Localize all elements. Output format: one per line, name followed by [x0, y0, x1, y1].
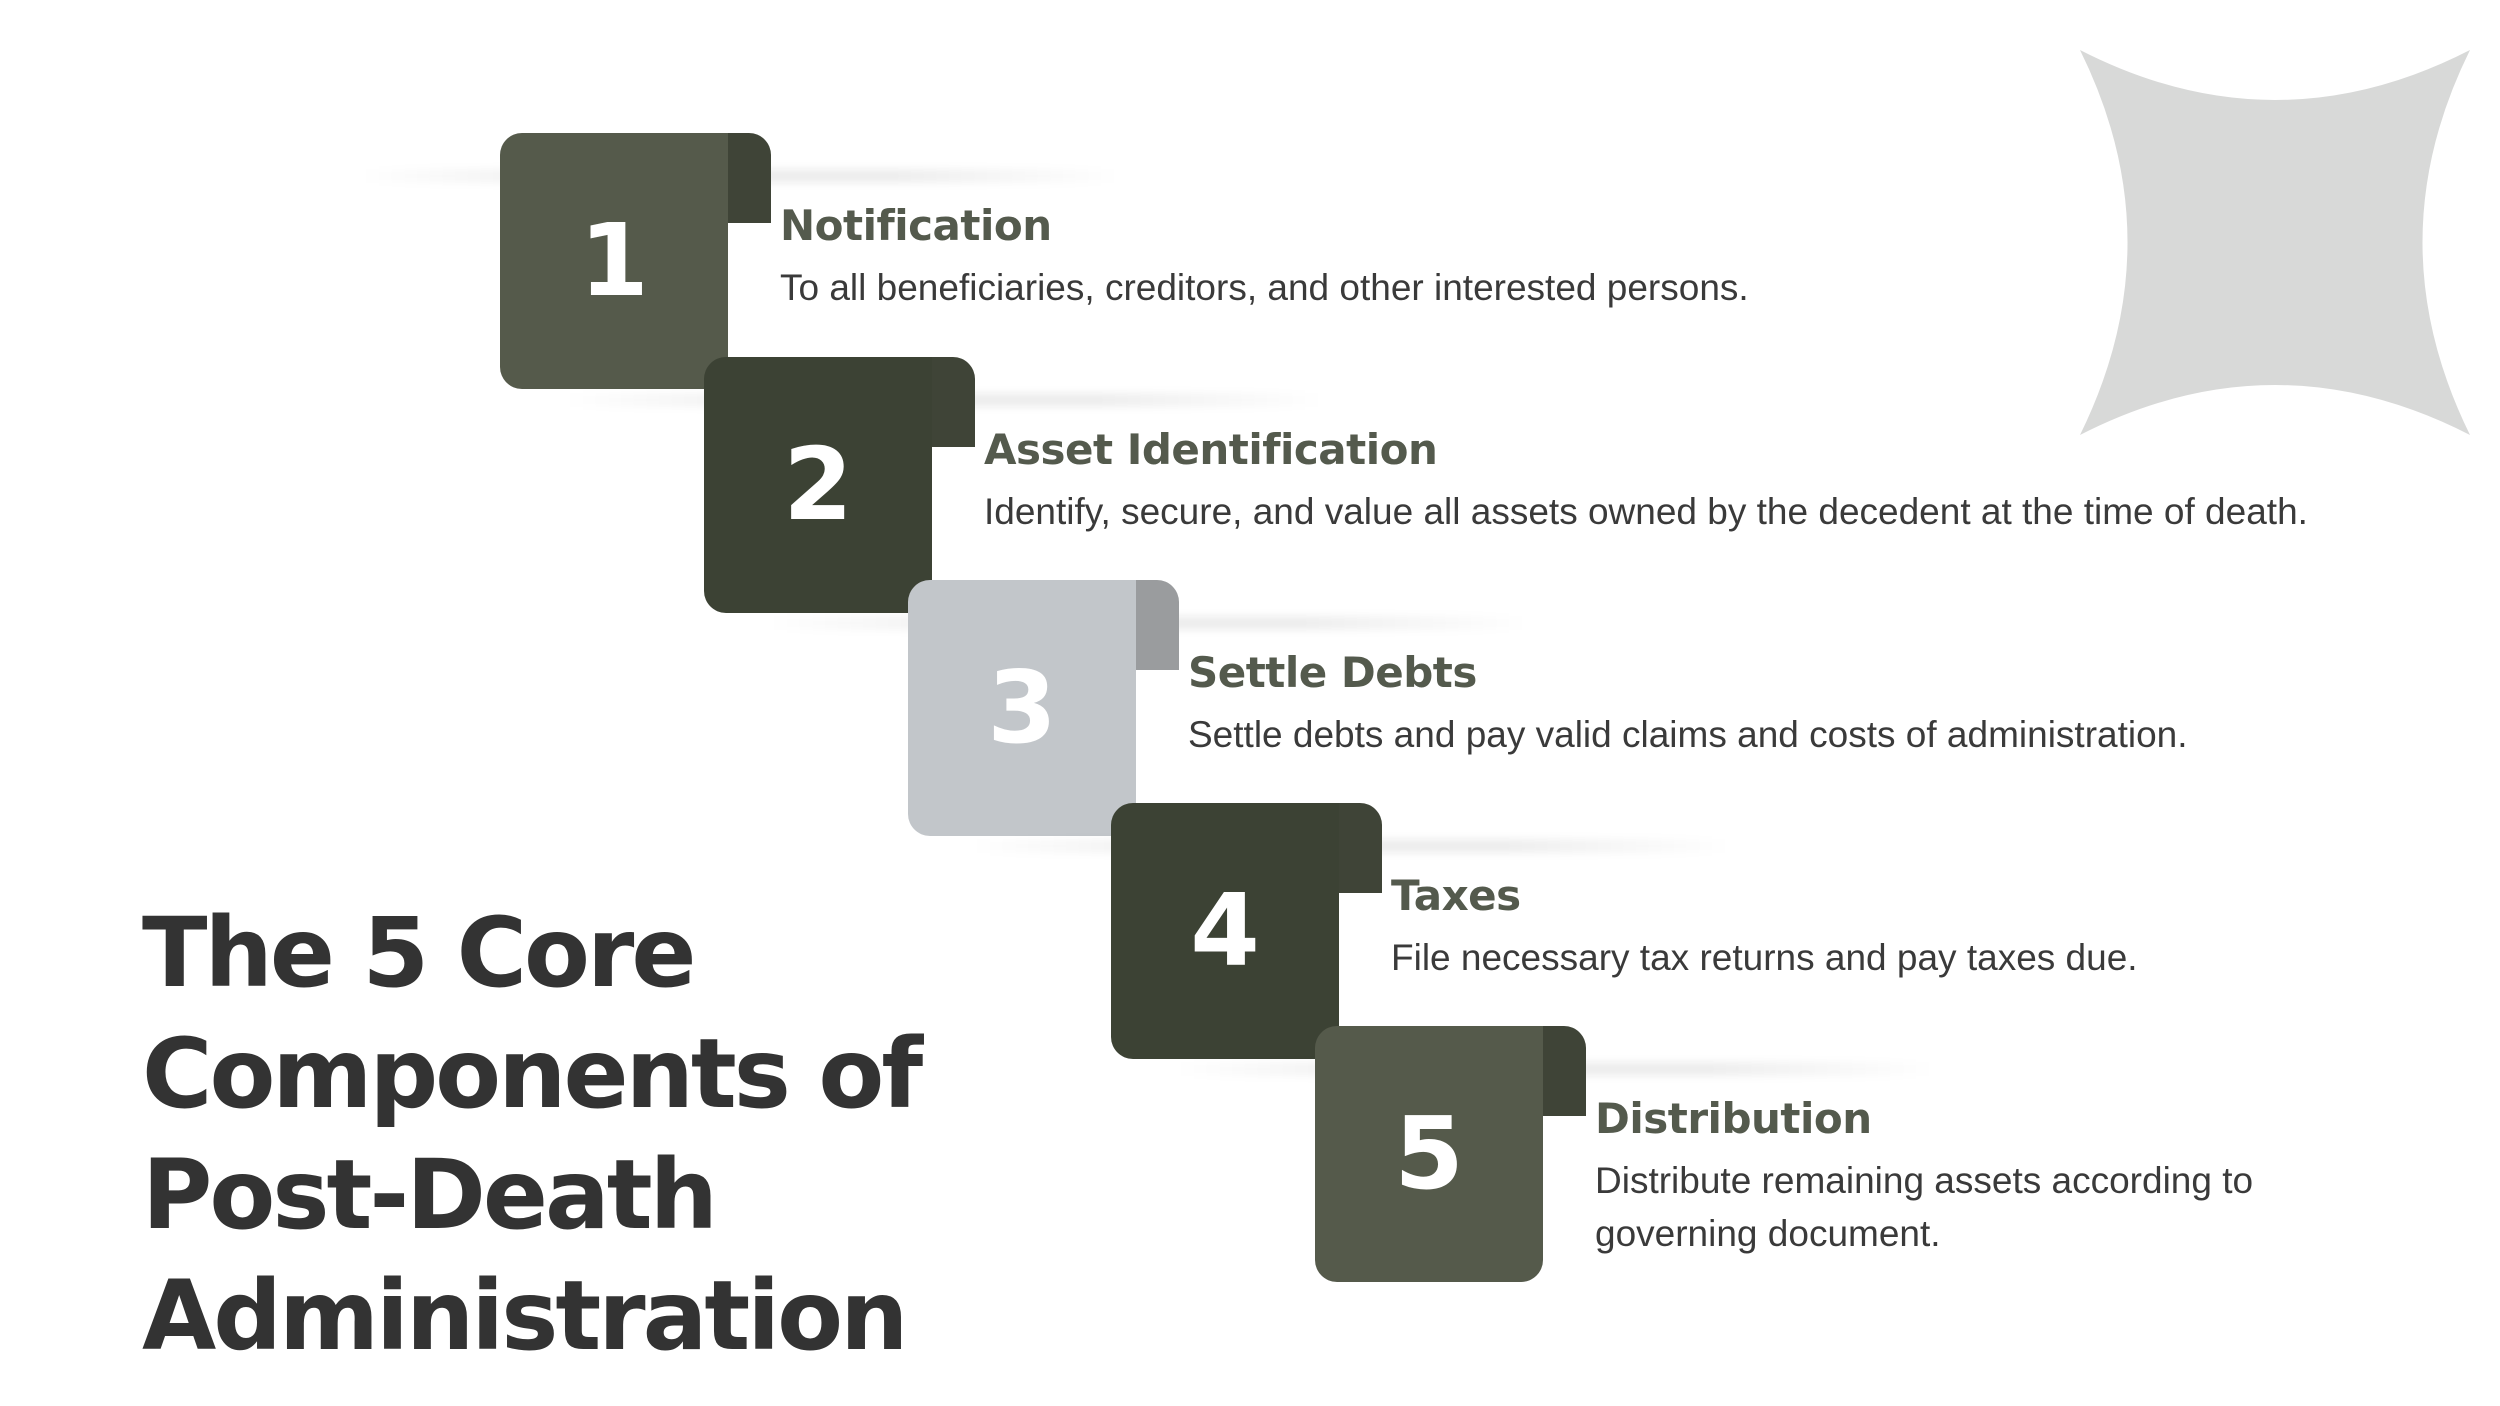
step-description: Distribute remaining assets according to governing document. — [1595, 1160, 2254, 1254]
step-number-box — [1111, 803, 1339, 1059]
step-number-box — [1315, 1026, 1543, 1282]
step-title: Settle Debts — [1188, 648, 1477, 697]
step-number: 4 — [1190, 872, 1260, 989]
step-4 — [1111, 803, 2500, 1063]
step-1 — [500, 133, 2300, 393]
step-title: Asset Identification — [984, 425, 1438, 474]
step-3 — [908, 580, 2500, 840]
step-title: Distribution — [1595, 1094, 1872, 1143]
step-number: 3 — [987, 649, 1057, 766]
step-number: 1 — [579, 202, 649, 319]
step-description: To all beneficiaries, creditors, and other interested persons. — [780, 267, 1749, 308]
step-number-box — [908, 580, 1136, 836]
step-fold — [1540, 1026, 1586, 1116]
step-fold — [1133, 580, 1179, 670]
step-2 — [704, 357, 2500, 617]
step-description: Settle debts and pay valid claims and costs of administration. — [1188, 714, 2188, 755]
step-5 — [1315, 1026, 2500, 1286]
step-title: Notification — [780, 201, 1052, 250]
step-number-box — [500, 133, 728, 389]
step-number: 5 — [1394, 1095, 1464, 1212]
step-description: Identify, secure, and value all assets owned by the decedent at the time of death. — [984, 491, 2308, 532]
step-number: 2 — [783, 426, 853, 543]
page-title: The 5 Core Components of Post-Death Administration — [142, 897, 921, 1372]
step-number-box — [704, 357, 932, 613]
step-title: Taxes — [1391, 871, 1521, 920]
step-fold — [1336, 803, 1382, 893]
step-description: File necessary tax returns and pay taxes due. — [1391, 937, 2138, 978]
step-fold — [725, 133, 771, 223]
step-fold — [929, 357, 975, 447]
